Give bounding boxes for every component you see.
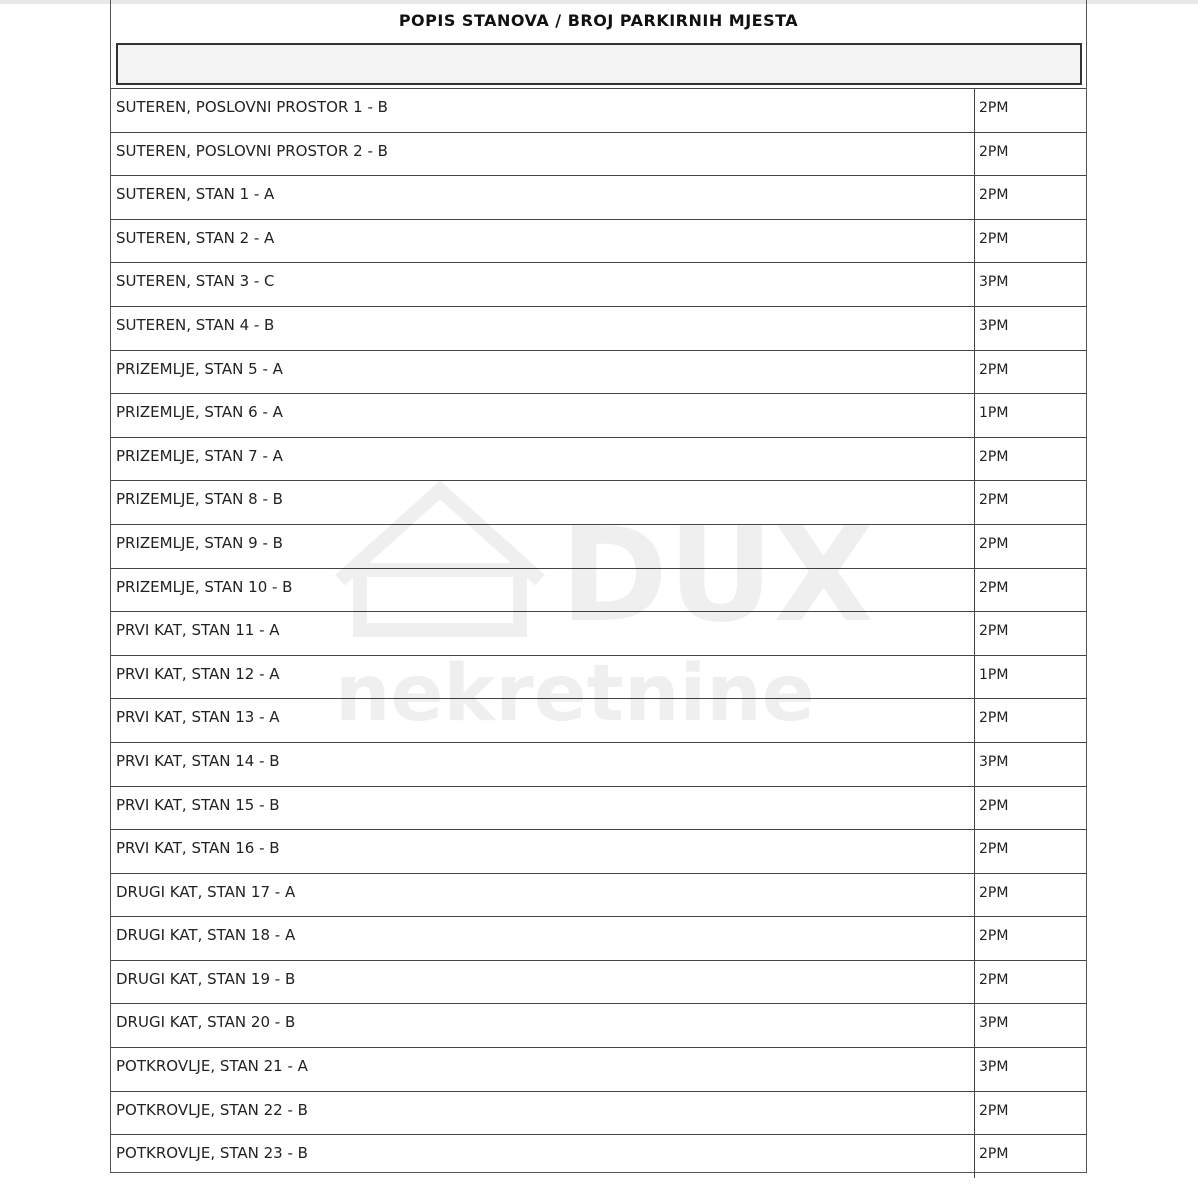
- parking-count: 2PM: [979, 143, 1009, 160]
- apartment-label: DRUGI KAT, STAN 19 - B: [111, 961, 975, 1004]
- parking-count: 2PM: [979, 230, 1009, 247]
- table-row: [111, 960, 1086, 1004]
- apartment-label: PRVI KAT, STAN 14 - B: [111, 743, 975, 786]
- apartment-label: SUTEREN, STAN 4 - B: [111, 307, 975, 350]
- table-row: [111, 393, 1086, 437]
- apartment-label: PRVI KAT, STAN 15 - B: [111, 787, 975, 830]
- apartment-label: PRIZEMLJE, STAN 5 - A: [111, 351, 975, 394]
- parking-count: 2PM: [979, 448, 1009, 465]
- parking-count: 3PM: [979, 1059, 1009, 1076]
- apartment-label: DRUGI KAT, STAN 20 - B: [111, 1004, 975, 1047]
- apartment-label: SUTEREN, POSLOVNI PROSTOR 1 - B: [111, 89, 975, 132]
- parking-count: 2PM: [979, 884, 1009, 901]
- parking-count: 3PM: [979, 274, 1009, 291]
- apartment-label: POTKROVLJE, STAN 23 - B: [111, 1135, 975, 1178]
- table-row: [111, 916, 1086, 960]
- watermark-subtitle: nekretnine: [335, 649, 815, 739]
- apartment-label: POTKROVLJE, STAN 21 - A: [111, 1048, 975, 1091]
- parking-count: 2PM: [979, 535, 1009, 552]
- parking-count: 1PM: [979, 405, 1009, 422]
- apartment-label: PRIZEMLJE, STAN 9 - B: [111, 525, 975, 568]
- table-row: [111, 437, 1086, 481]
- parking-count: 2PM: [979, 1102, 1009, 1119]
- parking-count: 2PM: [979, 187, 1009, 204]
- parking-count: 2PM: [979, 623, 1009, 640]
- parking-count: 2PM: [979, 361, 1009, 378]
- apartment-label: DRUGI KAT, STAN 17 - A: [111, 874, 975, 917]
- table-row: [111, 306, 1086, 350]
- apartment-label: SUTEREN, STAN 2 - A: [111, 220, 975, 263]
- parking-count: 2PM: [979, 492, 1009, 509]
- table-row: [111, 1047, 1086, 1091]
- parking-count: 2PM: [979, 928, 1009, 945]
- apartment-label: PRVI KAT, STAN 16 - B: [111, 830, 975, 873]
- apartment-label: PRVI KAT, STAN 12 - A: [111, 656, 975, 699]
- apartment-label: PRIZEMLJE, STAN 7 - A: [111, 438, 975, 481]
- table-row: [111, 1134, 1086, 1178]
- parking-count: 3PM: [979, 753, 1009, 770]
- table-row: [111, 350, 1086, 394]
- table-title: POPIS STANOVA / BROJ PARKIRNIH MJESTA: [398, 10, 799, 30]
- document-table: [110, 0, 1087, 1173]
- watermark-brand: DUX: [560, 499, 870, 651]
- apartment-label: POTKROVLJE, STAN 22 - B: [111, 1092, 975, 1135]
- apartment-label: SUTEREN, STAN 3 - C: [111, 263, 975, 306]
- parking-count: 3PM: [979, 1015, 1009, 1032]
- apartment-label: PRIZEMLJE, STAN 8 - B: [111, 481, 975, 524]
- table-row: [111, 1091, 1086, 1135]
- apartment-label: PRIZEMLJE, STAN 6 - A: [111, 394, 975, 437]
- apartment-label: PRIZEMLJE, STAN 10 - B: [111, 569, 975, 612]
- table-row: [111, 655, 1086, 699]
- table-row: [111, 786, 1086, 830]
- parking-count: 2PM: [979, 797, 1009, 814]
- table-row: [111, 480, 1086, 524]
- table-row: [111, 175, 1086, 219]
- table-row: [111, 611, 1086, 655]
- parking-count: 2PM: [979, 1146, 1009, 1163]
- parking-count: 2PM: [979, 100, 1009, 116]
- table-row: [111, 873, 1086, 917]
- parking-count: 2PM: [979, 841, 1009, 858]
- parking-count: 2PM: [979, 579, 1009, 596]
- table-row: [111, 219, 1086, 263]
- parking-count: 2PM: [979, 971, 1009, 988]
- table-row: [111, 262, 1086, 306]
- apartment-label: DRUGI KAT, STAN 18 - A: [111, 917, 975, 960]
- apartment-label: SUTEREN, STAN 1 - A: [111, 176, 975, 219]
- table-header-spacer: [116, 43, 1082, 85]
- table-row: [111, 568, 1086, 612]
- apartment-label: SUTEREN, POSLOVNI PROSTOR 2 - B: [111, 133, 975, 176]
- table-row: [111, 742, 1086, 786]
- table-row: [111, 88, 1086, 132]
- table-row: [111, 698, 1086, 742]
- table-body: [111, 88, 1086, 1178]
- table-row: [111, 132, 1086, 176]
- apartment-label: PRVI KAT, STAN 11 - A: [111, 612, 975, 655]
- table-row: [111, 829, 1086, 873]
- parking-count: 1PM: [979, 666, 1009, 683]
- table-row: [111, 524, 1086, 568]
- apartment-label: PRVI KAT, STAN 13 - A: [111, 699, 975, 742]
- parking-count: 3PM: [979, 317, 1009, 334]
- table-row: [111, 1003, 1086, 1047]
- parking-count: 2PM: [979, 710, 1009, 727]
